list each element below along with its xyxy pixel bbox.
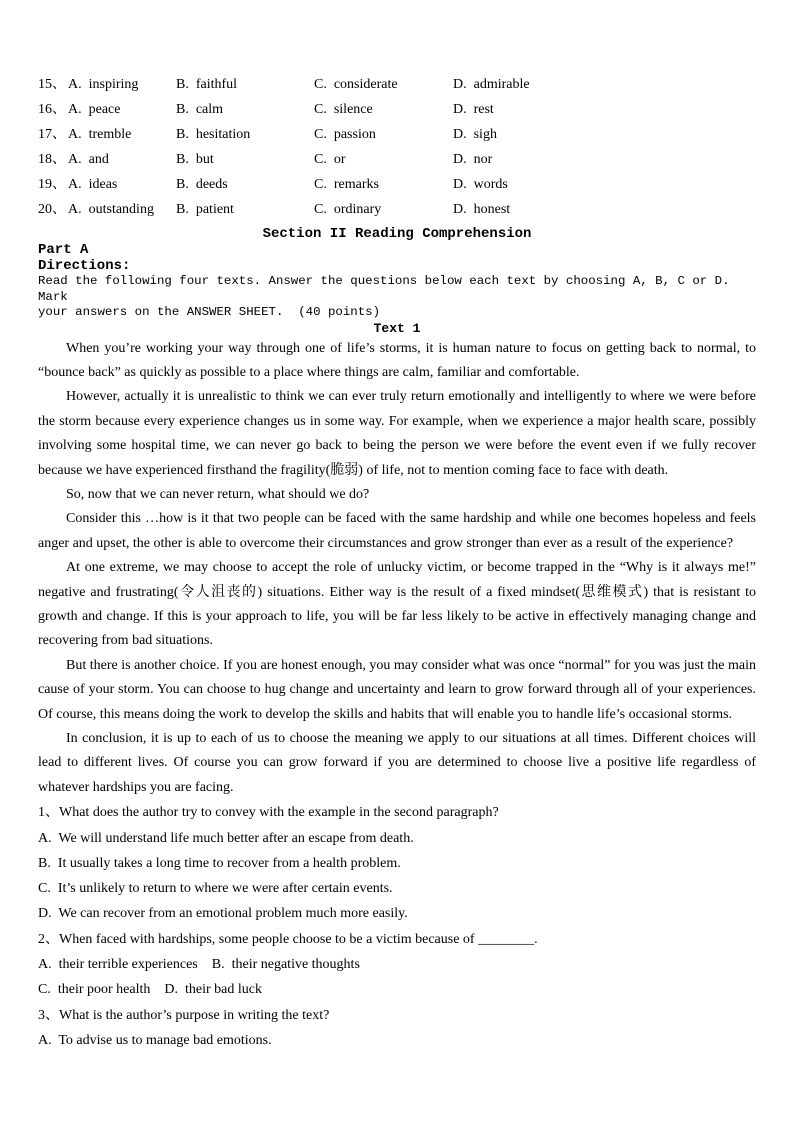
- cloze-options-section: [38, 72, 756, 222]
- question-option-d: D. We can recover from an emotional problem much more easily.: [38, 906, 408, 922]
- question-stem: 3、What is the author’s purpose in writing the text?: [38, 1007, 330, 1023]
- cloze-option-b: B. patient: [176, 202, 234, 217]
- question-stem: 2、When faced with hardships, some people choose to be a victim because of ________.: [38, 931, 538, 947]
- cloze-option-c: C. passion: [314, 127, 376, 142]
- cloze-option-d: D. rest: [453, 102, 494, 117]
- directions-label: Directions:: [38, 258, 131, 274]
- cloze-option-c: C. considerate: [314, 77, 398, 92]
- cloze-option-d: D. sigh: [453, 127, 497, 142]
- question-number: 19、: [38, 177, 66, 192]
- passage-paragraph-6: But there is another choice. If you are honest enough, you may consider what was once “normal” for you was just the main cause of your storm. You can choose to hug change and uncertainty and learn to grow forward through all of your experiences. Of course, this means doing the work to develop the skills and habits that will enable you to handle life’s occasional storms.: [38, 657, 756, 722]
- question-stem: 1、What does the author try to convey with the example in the second paragraph?: [38, 805, 499, 821]
- question-option-a: A. To advise us to manage bad emotions.: [38, 1032, 272, 1048]
- cloze-option-a: A. outstanding: [68, 202, 154, 217]
- question-option-a: A. We will understand life much better after an escape from death.: [38, 830, 414, 846]
- cloze-option-d: D. nor: [453, 152, 493, 167]
- question-number: 20、: [38, 202, 66, 217]
- question-number: 18、: [38, 152, 66, 167]
- question-2: [38, 927, 756, 1003]
- cloze-option-a: A. peace: [68, 102, 121, 117]
- passage-paragraph-5: At one extreme, we may choose to accept the role of unlucky victim, or become trapped in the “Why is it always me!” negative and frustrating(令人沮丧的) situations. Either way is the result of a fixed mindset(思维模式) that is resistant to growth and change. If this is your approach to life, you will be far less likely to be active in effectively managing change and recovering from bad situations.: [38, 560, 756, 649]
- passage-paragraph-1: When you’re working your way through one of life’s storms, it is human nature to focus on getting back to normal, to “bounce back” as quickly as possible to a place where things are calm, familiar and comfortable.: [38, 340, 756, 380]
- cloze-option-a: A. tremble: [68, 127, 132, 142]
- directions-line-2: your answers on the ANSWER SHEET. (40 points): [38, 305, 381, 319]
- cloze-option-b: B. faithful: [176, 77, 238, 92]
- part-label: Part A: [38, 242, 89, 258]
- text-title: Text 1: [373, 320, 421, 336]
- question-number: 15、: [38, 77, 66, 92]
- cloze-row-17: [38, 122, 756, 147]
- question-3: [38, 1003, 756, 1054]
- cloze-option-b: B. deeds: [176, 177, 228, 192]
- reading-passage: [38, 337, 756, 801]
- question-option-c: C. It’s unlikely to return to where we were after certain events.: [38, 881, 393, 897]
- cloze-row-19: [38, 172, 756, 197]
- cloze-row-18: [38, 147, 756, 172]
- question-1: [38, 800, 756, 926]
- cloze-option-d: D. admirable: [453, 77, 530, 92]
- question-options-cd: C. their poor health D. their bad luck: [38, 982, 262, 998]
- directions-line-1: Read the following four texts. Answer the questions below each text by choosing A, B, C or D. Mark: [38, 274, 737, 304]
- cloze-row-15: [38, 72, 756, 97]
- cloze-option-c: C. ordinary: [314, 202, 382, 217]
- cloze-option-c: C. remarks: [314, 177, 379, 192]
- cloze-option-c: C. silence: [314, 102, 373, 117]
- question-number: 16、: [38, 102, 66, 117]
- cloze-option-a: A. ideas: [68, 177, 118, 192]
- cloze-option-d: D. honest: [453, 202, 511, 217]
- question-options-ab: A. their terrible experiences B. their negative thoughts: [38, 957, 360, 972]
- comprehension-questions-section: [38, 800, 756, 1053]
- passage-paragraph-2: However, actually it is unrealistic to think we can ever truly return emotionally and intelligently to where we were before the storm because every experience changes us in some way. For example, when we experience a major health scare, possibly involving some hospital time, we can never go back to being the person we were before the event even if we fully recover because we have experienced firsthand the fragility(脆弱) of life, not to mention coming face to face with death.: [38, 389, 756, 478]
- cloze-option-a: A. and: [68, 152, 109, 167]
- passage-paragraph-4: Consider this …how is it that two people can be faced with the same hardship and while one becomes hopeless and feels anger and upset, the other is able to overcome their circumstances and grow stronger than ever as a result of the experience?: [38, 511, 756, 551]
- section-title: Section II Reading Comprehension: [262, 226, 532, 242]
- question-option-b: B. It usually takes a long time to recover from a health problem.: [38, 855, 401, 871]
- cloze-row-20: [38, 197, 756, 222]
- passage-paragraph-3: So, now that we can never return, what should we do?: [66, 486, 370, 502]
- cloze-option-a: A. inspiring: [68, 77, 139, 92]
- cloze-option-b: B. hesitation: [176, 127, 251, 142]
- cloze-row-16: [38, 97, 756, 122]
- cloze-option-c: C. or: [314, 152, 346, 167]
- passage-paragraph-7: In conclusion, it is up to each of us to choose the meaning we apply to our situations at all times. Different choices will lead to different lives. Of course you can grow forward if you are determined to choose live a positive life regardless of whatever hardships you are facing.: [38, 731, 756, 795]
- cloze-option-b: B. calm: [176, 102, 224, 117]
- cloze-option-d: D. words: [453, 177, 508, 192]
- cloze-option-b: B. but: [176, 152, 214, 167]
- question-number: 17、: [38, 127, 66, 142]
